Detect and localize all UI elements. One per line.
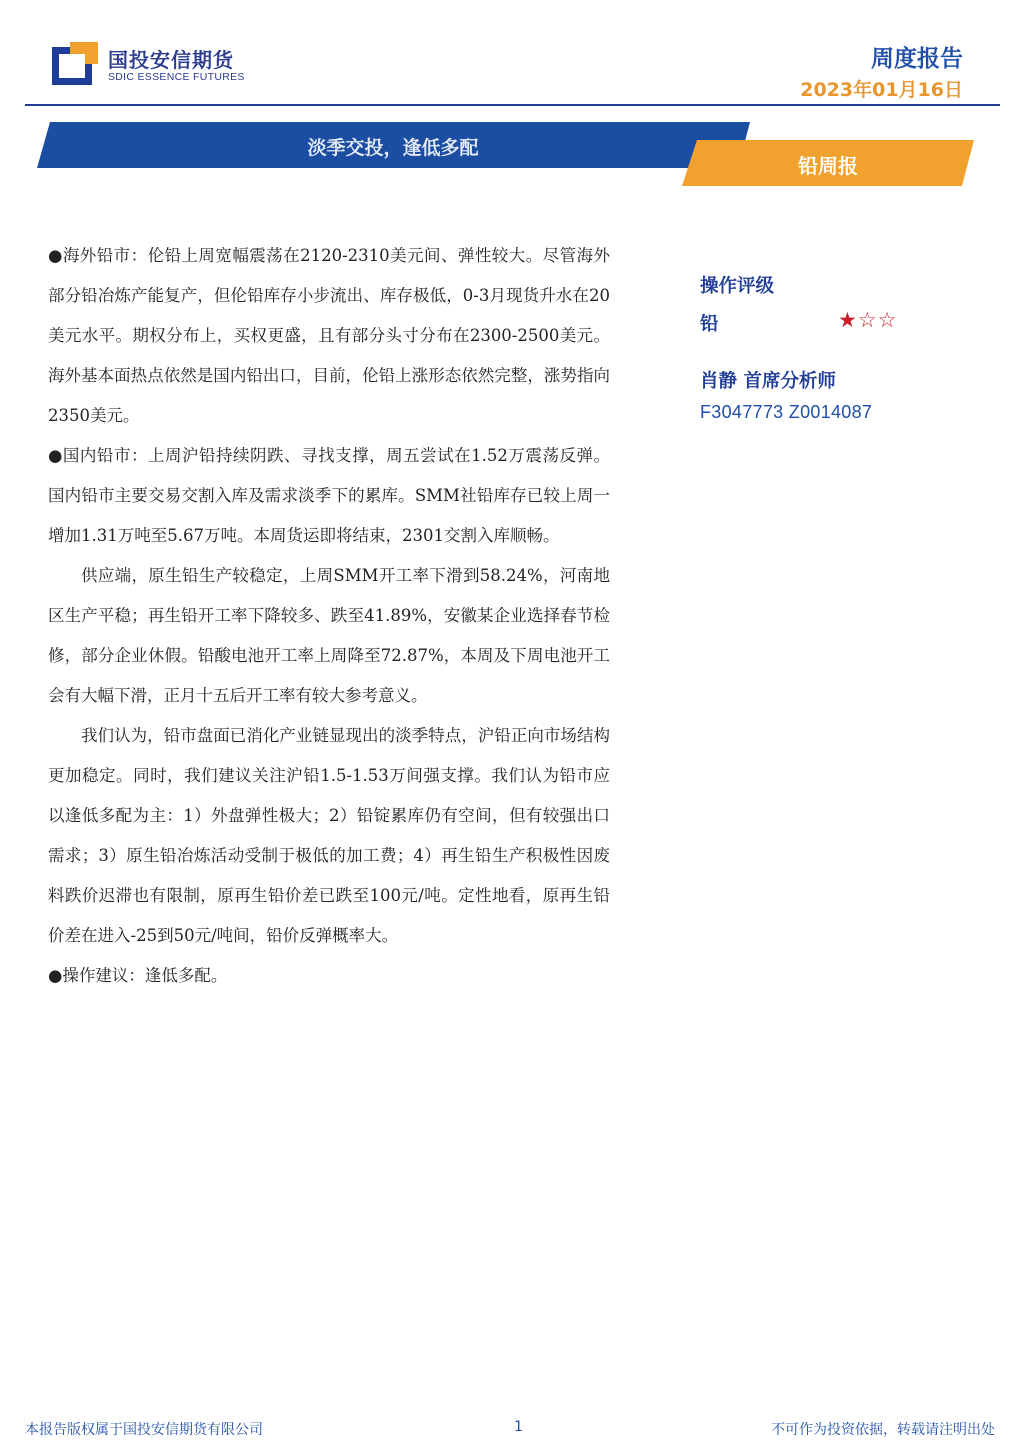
report-body (48, 236, 610, 996)
rating-title: 操作评级 (700, 276, 775, 297)
company-name-en: SDIC ESSENCE FUTURES (108, 71, 245, 83)
footer-copyright: 本报告版权属于国投安信期货有限公司 (25, 1422, 263, 1438)
paragraph-overseas: ●海外铅市：伦铅上周宽幅震荡在2120-2310美元间、弹性较大。尽管海外部分铅冶炼产能复产，但伦铅库存小步流出、库存极低，0-3月现货升水在20美元水平。期权分布上，买权更盛，且有部分头寸分布在2300-2500美元。海外基本面热点依然是国内铅出口，目前，伦铅上涨形态依然完整，涨势指向2350美元。 (48, 246, 610, 425)
report-type: 周度报告 (871, 46, 963, 72)
report-title: 淡季交投，逢低多配 (307, 137, 479, 159)
paragraph-view: 我们认为，铅市盘面已消化产业链显现出的淡季特点，沪铅正向市场结构更加稳定。同时，我们建议关注沪铅1.5-1.53万间强支撑。我们认为铅市应以逢低多配为主：1）外盘弹性极大；2）铅锭累库仍有空间，但有较强出口需求；3）原生铅冶炼活动受制于极低的加工费；4）再生铅生产积极性因废料跌价迟滞也有限制，原再生铅价差已跌至100元/吨。定性地看，原再生铅价差在进入-25到50元/吨间，铅价反弹概率大。 (48, 726, 610, 945)
header-divider (25, 104, 1000, 106)
rating-stars-icon: ★☆☆ (838, 308, 898, 332)
company-logo (52, 42, 245, 90)
paragraph-advice: ●操作建议：逢低多配。 (48, 966, 228, 985)
company-name-cn: 国投安信期货 (108, 48, 234, 72)
paragraph-supply: 供应端，原生铅生产较稳定，上周SMM开工率下滑到58.24%，河南地区生产平稳；再生铅开工率下降较多、跌至41.89%，安徽某企业选择春节检修，部分企业休假。铅酸电池开工率上周降至72.87%，本周及下周电池开工会有大幅下滑，正月十五后开工率有较大参考意义。 (48, 566, 610, 705)
report-category-tag: 铅周报 (798, 154, 858, 178)
rating-commodity: 铅 (700, 314, 719, 335)
analyst-registration: F3047773 Z0014087 (700, 402, 873, 422)
page-number: 1 (514, 1419, 523, 1435)
paragraph-domestic: ●国内铅市：上周沪铅持续阴跌、寻找支撑，周五尝试在1.52万震荡反弹。国内铅市主要交易交割入库及需求淡季下的累库。SMM社铅库存已较上周一增加1.31万吨至5.67万吨。本周货运即将结束，2301交割入库顺畅。 (48, 446, 610, 545)
footer-disclaimer: 不可作为投资依据，转载请注明出处 (771, 1422, 995, 1438)
analyst-name: 肖静 首席分析师 (700, 371, 836, 392)
report-date: 2023年01月16日 (800, 79, 963, 101)
logo-mark-icon (52, 42, 100, 86)
